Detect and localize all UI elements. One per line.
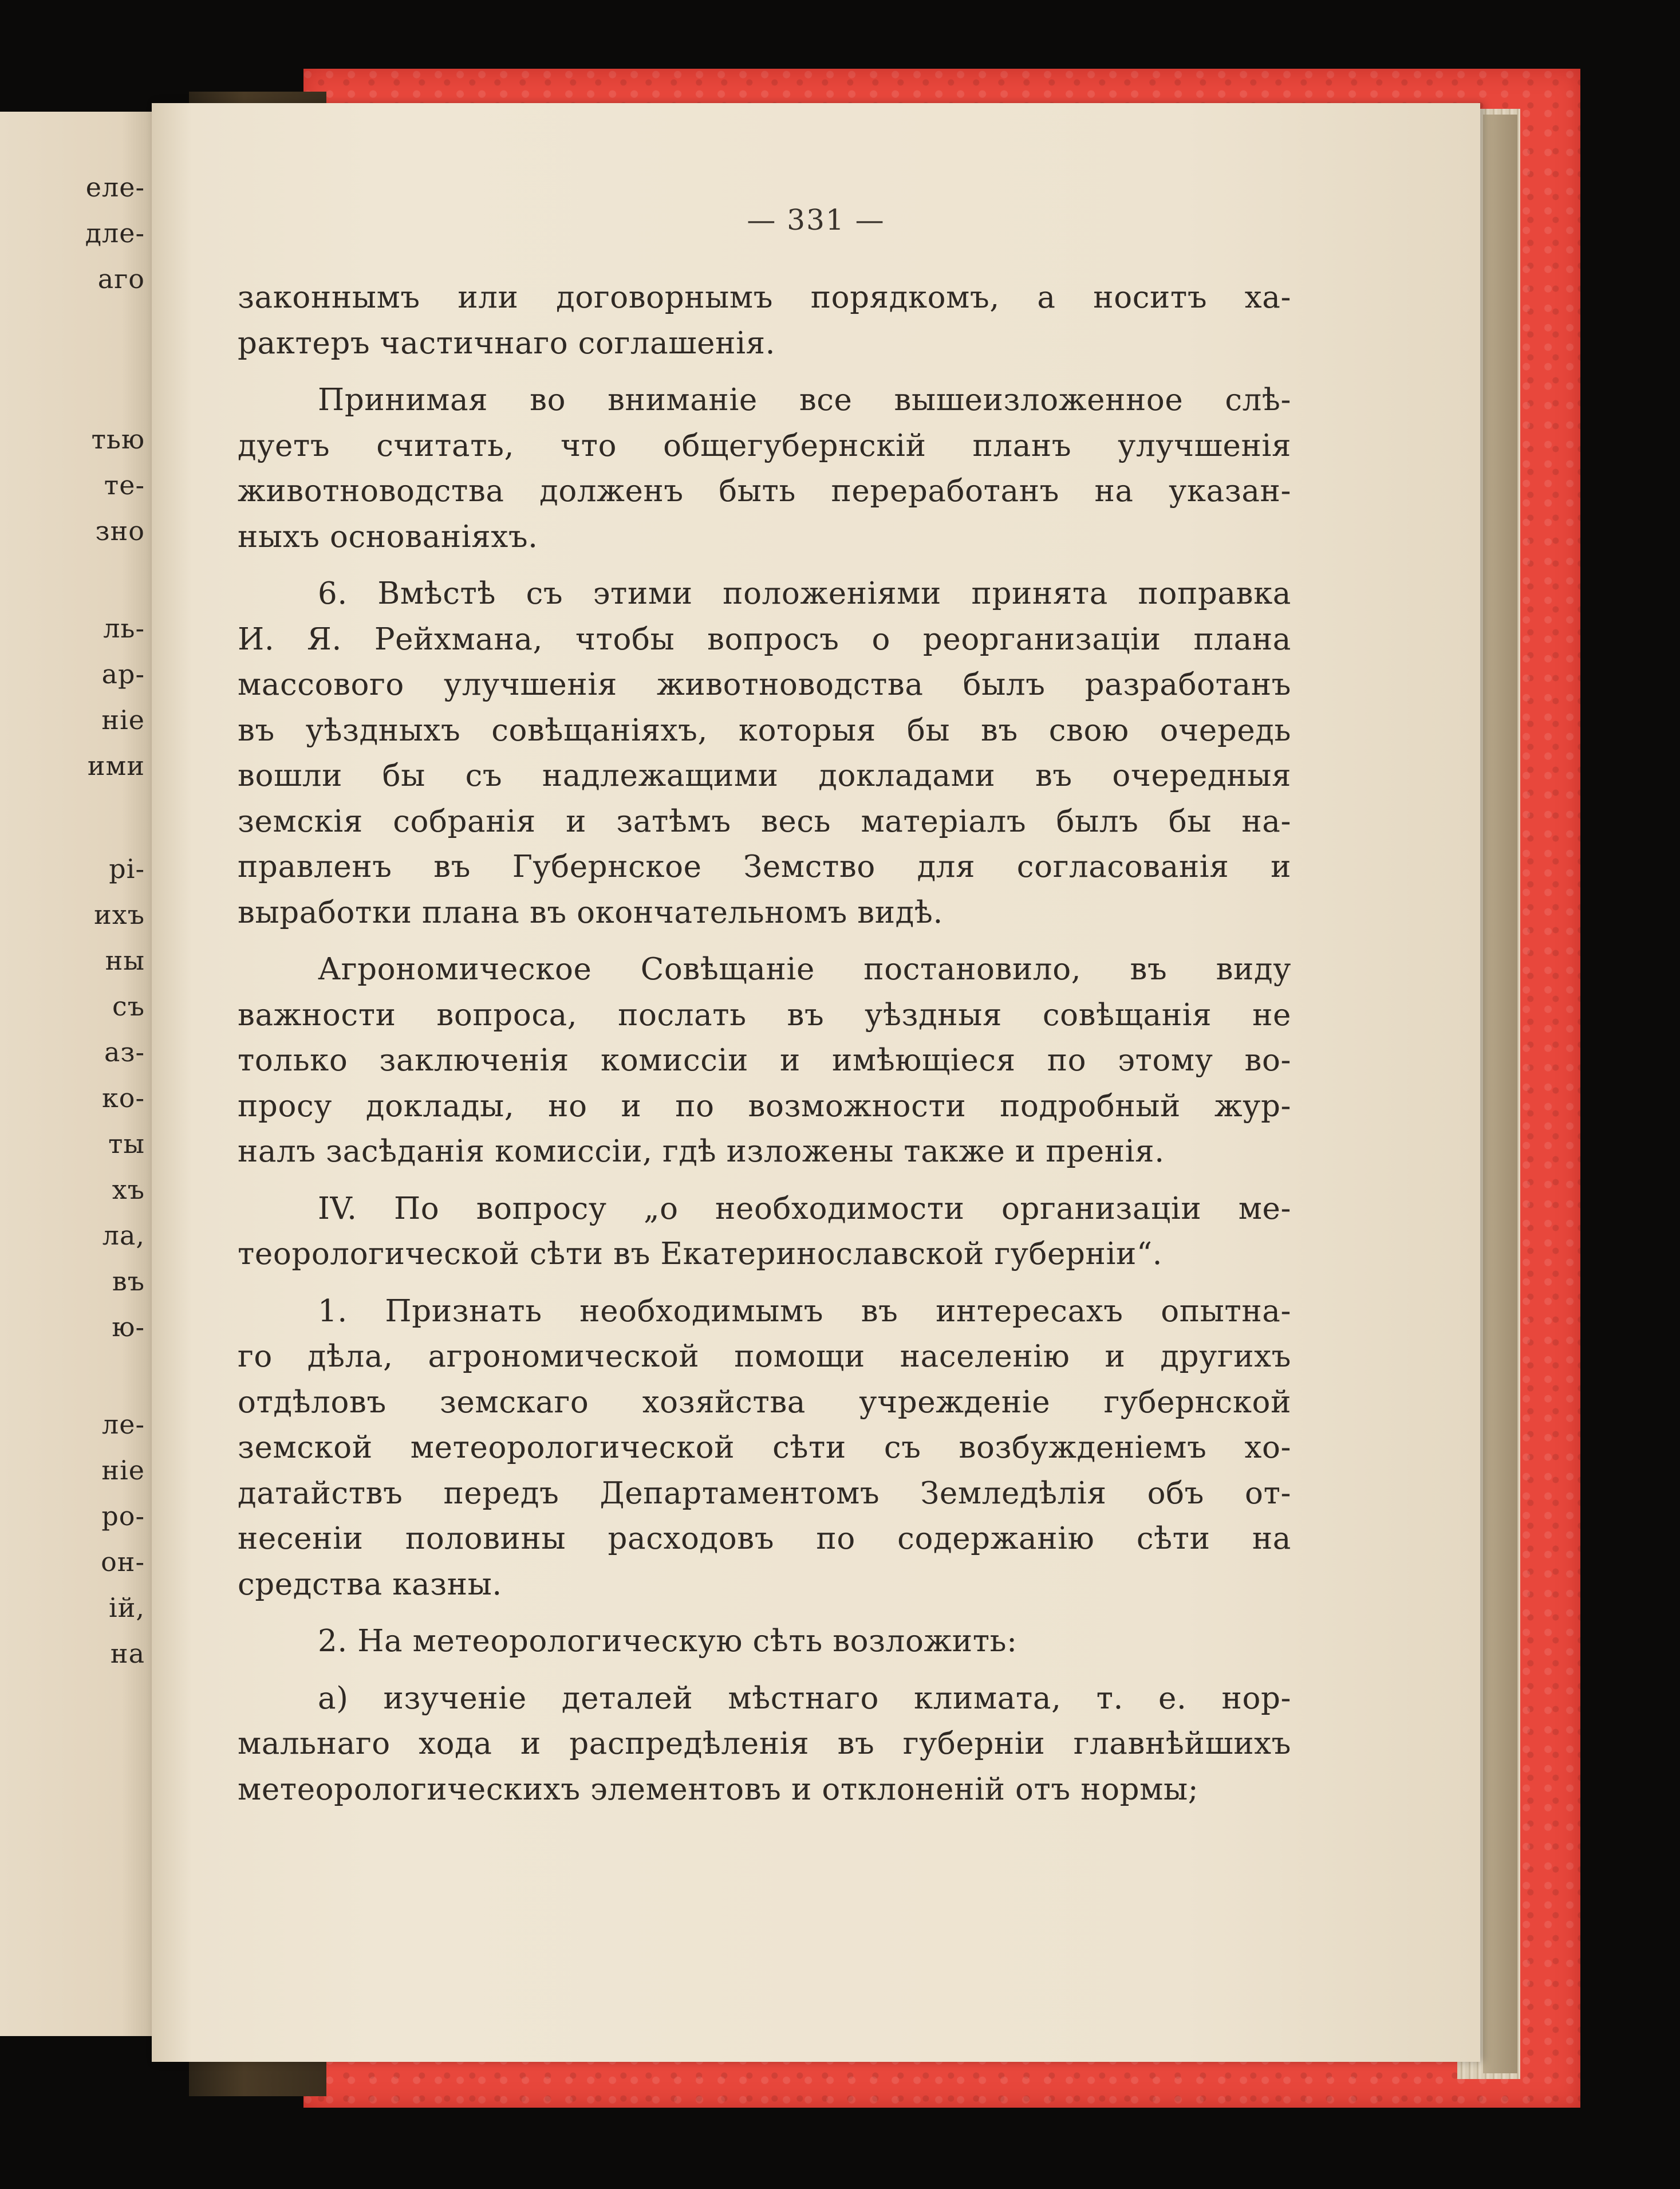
left-page-fragment: ле- <box>102 1409 145 1440</box>
text-line: а) изученіе деталей мѣстнаго климата, т. е. нор- <box>318 1680 1291 1716</box>
page-text <box>238 275 1291 1812</box>
text-line: въ уѣздныхъ совѣщаніяхъ, которыя бы въ свою очередь <box>238 712 1291 748</box>
paragraph <box>238 571 1291 935</box>
left-page-fragment: хъ <box>112 1174 145 1205</box>
paragraph <box>238 1676 1291 1813</box>
page-edges-shadow <box>1483 115 1517 2073</box>
text-line: налъ засѣданія комиссіи, гдѣ изложены также и пренія. <box>238 1134 1165 1169</box>
text-line: законнымъ или договорнымъ порядкомъ, а носитъ ха- <box>238 280 1291 315</box>
text-line: отдѣловъ земскаго хозяйства учрежденіе губернской <box>238 1384 1291 1420</box>
left-page-fragment: те- <box>104 470 145 501</box>
left-page-fragment: ихъ <box>94 899 145 930</box>
text-line: просу доклады, но и по возможности подробный жур- <box>238 1088 1291 1124</box>
text-line: выработки плана въ окончательномъ видѣ. <box>238 895 943 930</box>
left-page-fragment: тью <box>91 424 145 455</box>
text-line: Принимая во вниманіе все вышеизложенное слѣ- <box>318 383 1291 418</box>
left-page-fragment: ніе <box>101 1455 145 1486</box>
text-line: го дѣла, агрономической помощи населенію и другихъ <box>238 1339 1291 1374</box>
left-page-fragment: ро- <box>101 1501 145 1531</box>
paragraph <box>238 1186 1291 1277</box>
right-page <box>152 103 1480 2062</box>
paragraph <box>238 377 1291 560</box>
left-page-fragment: на <box>110 1638 145 1669</box>
left-page-fragment: съ <box>112 991 145 1022</box>
text-line: массового улучшенія животноводства былъ разработанъ <box>238 667 1291 702</box>
text-line: животноводства долженъ быть переработанъ на указан- <box>238 474 1291 509</box>
left-page-fragment: ими <box>87 750 145 781</box>
paragraph <box>238 1289 1291 1608</box>
left-page-fragment: ла, <box>102 1220 145 1251</box>
text-line: И. Я. Рейхмана, чтобы вопросъ о реорганизаціи плана <box>238 621 1291 657</box>
text-line: дуетъ считать, что общегубернскій планъ улучшенія <box>238 428 1291 463</box>
left-page-fragment: еле- <box>85 172 145 203</box>
left-page-fragment: ар- <box>101 659 145 690</box>
left-page-fragment: зно <box>95 515 145 546</box>
left-page-fragment: ій, <box>109 1592 145 1623</box>
left-page-fragment: ны <box>105 945 145 976</box>
text-line: только заключенія комиссіи и имѣющіеся по этому во- <box>238 1043 1291 1078</box>
left-page-fragment: въ <box>112 1266 145 1297</box>
text-line: ныхъ основаніяхъ. <box>238 519 538 554</box>
text-line: земской метеорологической сѣти съ возбужденіемъ хо- <box>238 1430 1291 1465</box>
page-number: — 331 — <box>747 203 885 237</box>
text-line: средства казны. <box>238 1566 502 1602</box>
text-line: IV. По вопросу „о необходимости организаціи ме- <box>318 1191 1291 1226</box>
paragraph <box>238 947 1291 1175</box>
text-line: теорологической сѣти въ Екатеринославской губерніи“. <box>238 1237 1163 1271</box>
text-line: 6. Вмѣстѣ съ этими положеніями принята поправка <box>318 576 1291 611</box>
left-page-fragment: ль- <box>103 613 145 644</box>
left-page-fragment: ко- <box>102 1082 145 1113</box>
text-line: датайствъ передъ Департаментомъ Земледѣлія объ от- <box>238 1475 1291 1511</box>
left-page-fragment: дле- <box>85 218 145 249</box>
paragraph <box>238 1619 1291 1664</box>
text-line: несеніи половины расходовъ по содержанію сѣти на <box>238 1521 1291 1556</box>
text-line: важности вопроса, послать въ уѣздныя совѣщанія не <box>238 997 1291 1033</box>
text-line: Агрономическое Совѣщаніе постановило, въ виду <box>318 952 1291 987</box>
left-page-fragment: ніе <box>101 704 145 735</box>
paragraph <box>238 275 1291 366</box>
left-page-fragment: аго <box>97 263 145 294</box>
text-line: рактеръ частичнаго соглашенія. <box>238 325 776 361</box>
left-page-fragment: ты <box>108 1128 145 1159</box>
text-line: 2. На метеорологическую сѣть возложить: <box>318 1624 1018 1659</box>
left-page-fragment: аз- <box>104 1037 145 1068</box>
left-page-fragment: ю- <box>112 1312 145 1342</box>
text-line: 1. Признать необходимымъ въ интересахъ опытна- <box>318 1293 1291 1329</box>
text-line: правленъ въ Губернское Земство для согласованія и <box>238 849 1291 884</box>
left-facing-page <box>0 112 152 2036</box>
text-line: земскія собранія и затѣмъ весь матеріалъ былъ бы на- <box>238 804 1291 839</box>
left-page-fragment: рі- <box>109 853 145 884</box>
left-page-fragment: он- <box>101 1546 145 1577</box>
text-line: вошли бы съ надлежащими докладами въ очередныя <box>238 758 1291 793</box>
text-line: мальнаго хода и распредѣленія въ губерніи главнѣйшихъ <box>238 1726 1291 1761</box>
text-line: метеорологическихъ элементовъ и отклоненій отъ нормы; <box>238 1771 1199 1807</box>
